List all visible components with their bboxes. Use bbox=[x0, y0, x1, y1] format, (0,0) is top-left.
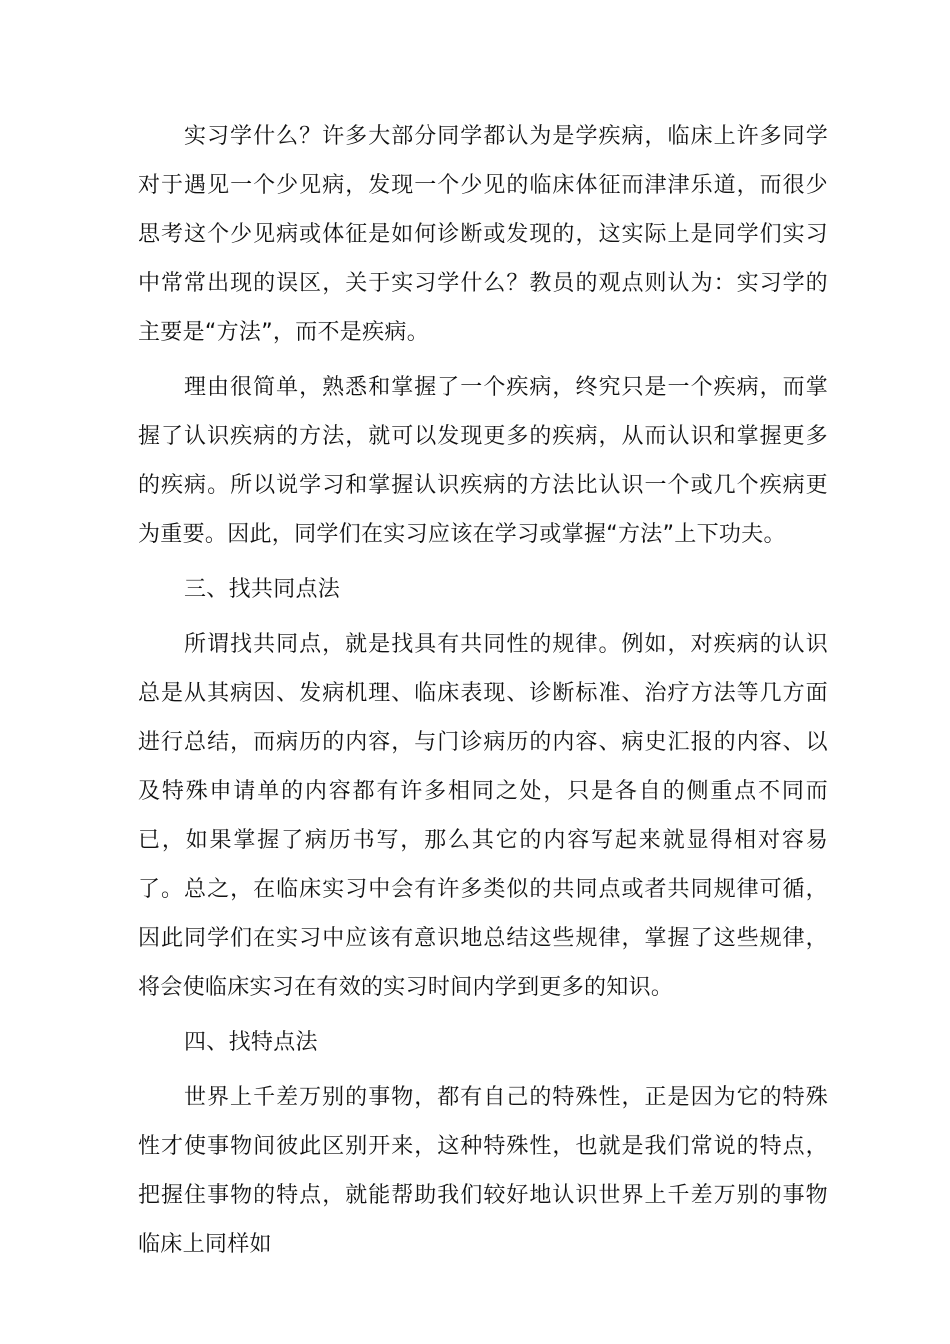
section-heading-characteristics: 四、找特点法 bbox=[184, 1030, 318, 1055]
paragraph-characteristics: 世界上千差万别的事物，都有自己的特殊性，正是因为它的特殊性才使事物间彼此区别开来，这种特殊性，也就是我们常说的特点，把握住事物的特点，就能帮助我们较好地认识世界上千差万别的事物临床上同样如 bbox=[138, 1085, 828, 1257]
document-page bbox=[138, 112, 828, 1269]
paragraph-what-to-learn: 实习学什么？许多大部分同学都认为是学疾病，临床上许多同学对于遇见一个少见病，发现一个少见的临床体征而津津乐道，而很少思考这个少见病或体征是如何诊断或发现的，这实际上是同学们实习中常常出现的误区，关于实习学什么？教员的观点则认为：实习学的主要是“方法”，而不是疾病。 bbox=[138, 124, 828, 345]
paragraph-reason: 理由很简单，熟悉和掌握了一个疾病，终究只是一个疾病，而掌握了认识疾病的方法，就可以发现更多的疾病，从而认识和掌握更多的疾病。所以说学习和掌握认识疾病的方法比认识一个或几个疾病更为重要。因此，同学们在实习应该在学习或掌握“方法”上下功夫。 bbox=[138, 375, 828, 547]
section-heading-common-points: 三、找共同点法 bbox=[184, 577, 341, 602]
paragraph-common-points: 所谓找共同点，就是找具有共同性的规律。例如，对疾病的认识总是从其病因、发病机理、临床表现、诊断标准、治疗方法等几方面进行总结，而病历的内容，与门诊病历的内容、病史汇报的内容、以及特殊申请单的内容都有许多相同之处，只是各自的侧重点不同而已，如果掌握了病历书写，那么其它的内容写起来就显得相对容易了。总之，在临床实习中会有许多类似的共同点或者共同规律可循，因此同学们在实习中应该有意识地总结这些规律，掌握了这些规律，将会使临床实习在有效的实习时间内学到更多的知识。 bbox=[138, 632, 828, 1000]
